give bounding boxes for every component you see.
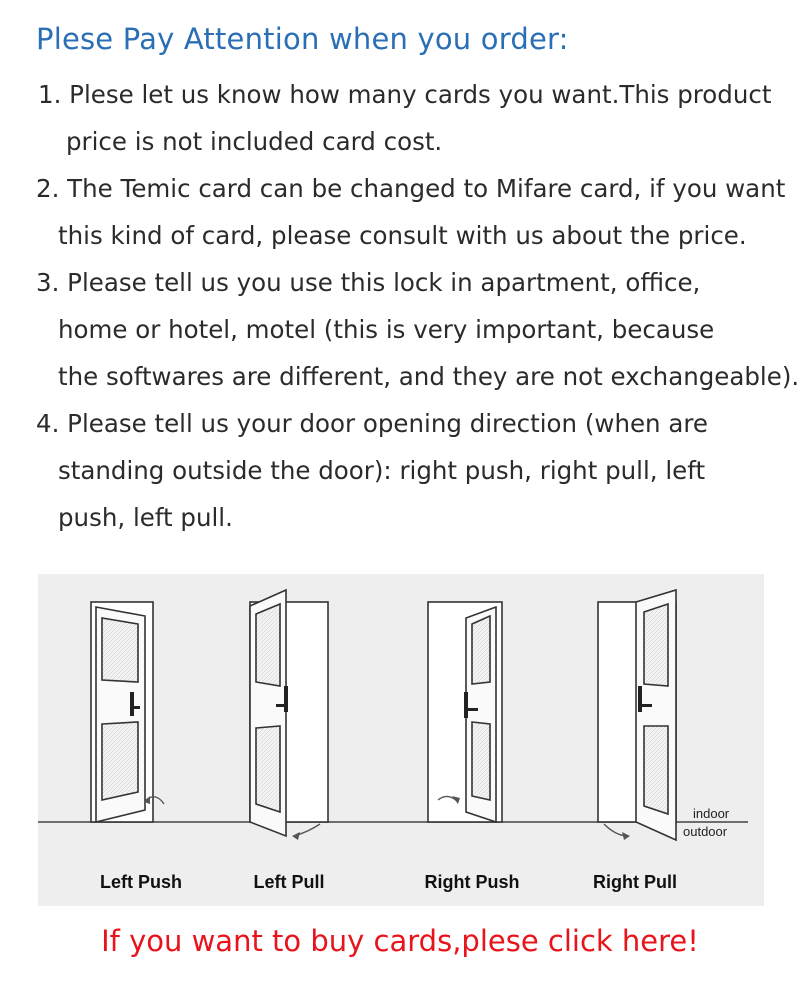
note-2-line-1: 2. The Temic card can be changed to Mifare card, if you want (36, 174, 786, 203)
door-right-push-icon (428, 602, 502, 822)
door-label-left-pull: Left Pull (253, 872, 325, 892)
door-label-right-push: Right Push (424, 872, 520, 892)
note-4-line-2: standing outside the door): right push, right pull, left (58, 456, 706, 485)
note-3-line-3: the softwares are different, and they are not exchangeable). (58, 362, 800, 391)
note-3-line-2: home or hotel, motel (this is very important, because (58, 315, 715, 344)
buy-cards-link[interactable]: If you want to buy cards,plese click here! (101, 924, 699, 958)
page-heading: Plese Pay Attention when you order: (36, 22, 569, 56)
note-4-line-3: push, left pull. (58, 503, 233, 532)
note-4-line-1: 4. Please tell us your door opening direction (when are (36, 409, 708, 438)
door-direction-diagram (38, 574, 764, 906)
door-right-pull-icon (598, 590, 676, 840)
note-1-line-1: 1. Plese let us know how many cards you want.This product (38, 80, 772, 109)
outdoor-label: outdoor (683, 824, 728, 839)
note-2-line-2: this kind of card, please consult with us about the price. (58, 221, 747, 250)
door-left-push-icon (91, 602, 164, 822)
indoor-label: indoor (693, 806, 730, 821)
door-left-pull-icon (250, 590, 328, 840)
note-3-line-1: 3. Please tell us you use this lock in apartment, office, (36, 268, 701, 297)
note-1-line-2: price is not included card cost. (66, 127, 443, 156)
door-label-left-push: Left Push (99, 872, 183, 892)
door-illustrations (38, 574, 764, 906)
door-label-right-pull: Right Pull (593, 872, 677, 892)
